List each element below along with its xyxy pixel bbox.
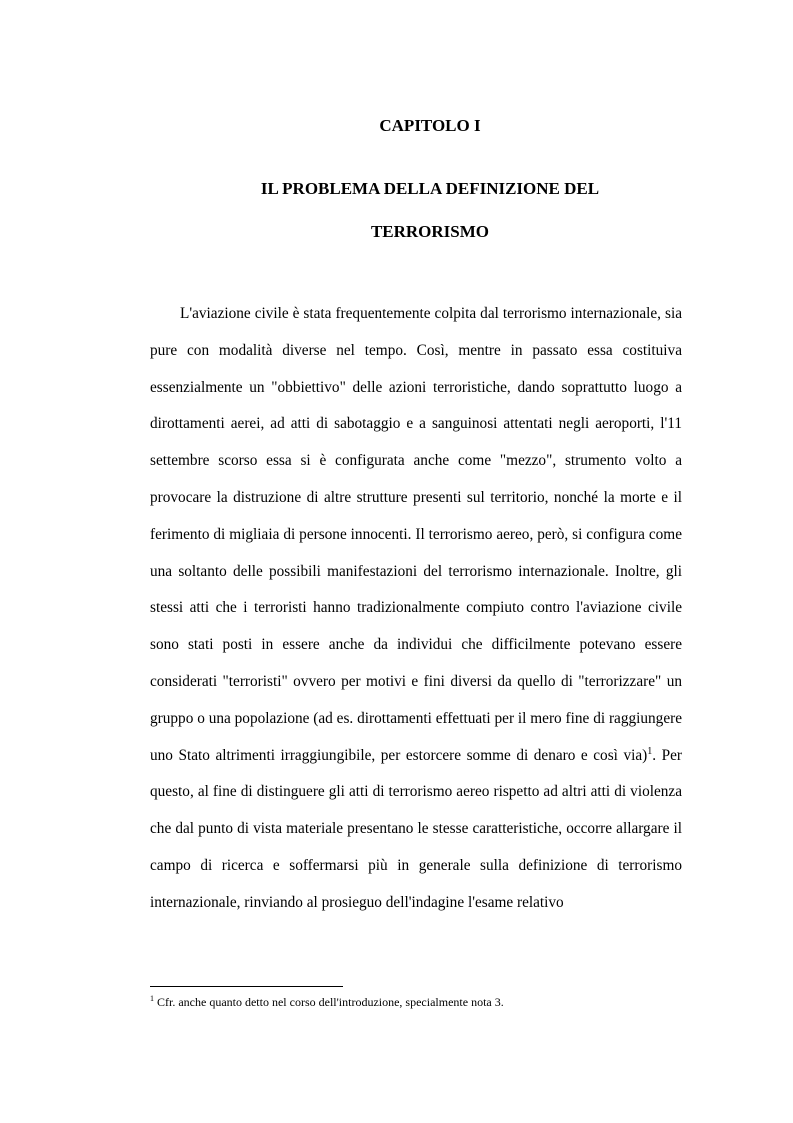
body-text-before-note: L'aviazione civile è stata frequentemente colpita dal terrorismo internazionale, sia pure con modalità diverse nel tempo. Così, mentre in passato essa costituiva essenzialmente un "obbiettivo" delle azioni terroristiche, dando soprattutto luogo a dirottamenti aerei, ad atti di sabotaggio e a sanguinosi attentati negli aeroporti, l'11 settembre scorso essa si è configurata anche come "mezzo", strumento volto a provocare la distruzione di altre strutture presenti sul territorio, nonché la morte e il ferimento di migliaia di persone innocenti. Il terrorismo aereo, però, si configura come una soltanto delle possibili manifestazioni del terrorismo internazionale. Inoltre, gli stessi atti che i terroristi hanno tradizionalmente compiuto contro l'aviazione civile sono stati posti in essere anche da individui che difficilmente potevano essere considerati "terroristi" ovvero per motivi e fini diversi da quello di "terrorizzare" un gruppo o una popolazione (ad es. dirottamenti effettuati per il mero fine di raggiungere uno Stato altrimenti irraggiungibile, per estorcere somme di denaro e così via)	[150, 305, 682, 764]
footnote-reference: 1	[647, 745, 653, 757]
footnote	[150, 994, 682, 1010]
footnote-number: 1	[150, 994, 154, 1003]
chapter-title-line-1: IL PROBLEMA DELLA DEFINIZIONE DEL	[260, 179, 600, 198]
chapter-label: CAPITOLO I	[379, 116, 481, 135]
body-paragraph	[150, 296, 682, 922]
footnote-separator	[150, 986, 343, 987]
body-text-after-note: . Per questo, al fine di distinguere gli atti di terrorismo aereo rispetto ad altri atti di violenza che dal punto di vista materiale presentano le stesse caratteristiche, occorre allargare il campo di ricerca e soffermarsi più in generale sulla definizione di terrorismo internazionale, rinviando al prosieguo dell'indagine l'esame relativo	[150, 746, 682, 911]
footnote-text: Cfr. anche quanto detto nel corso dell'introduzione, specialmente nota 3.	[154, 995, 504, 1009]
chapter-title-line-2: TERRORISMO	[370, 222, 490, 241]
